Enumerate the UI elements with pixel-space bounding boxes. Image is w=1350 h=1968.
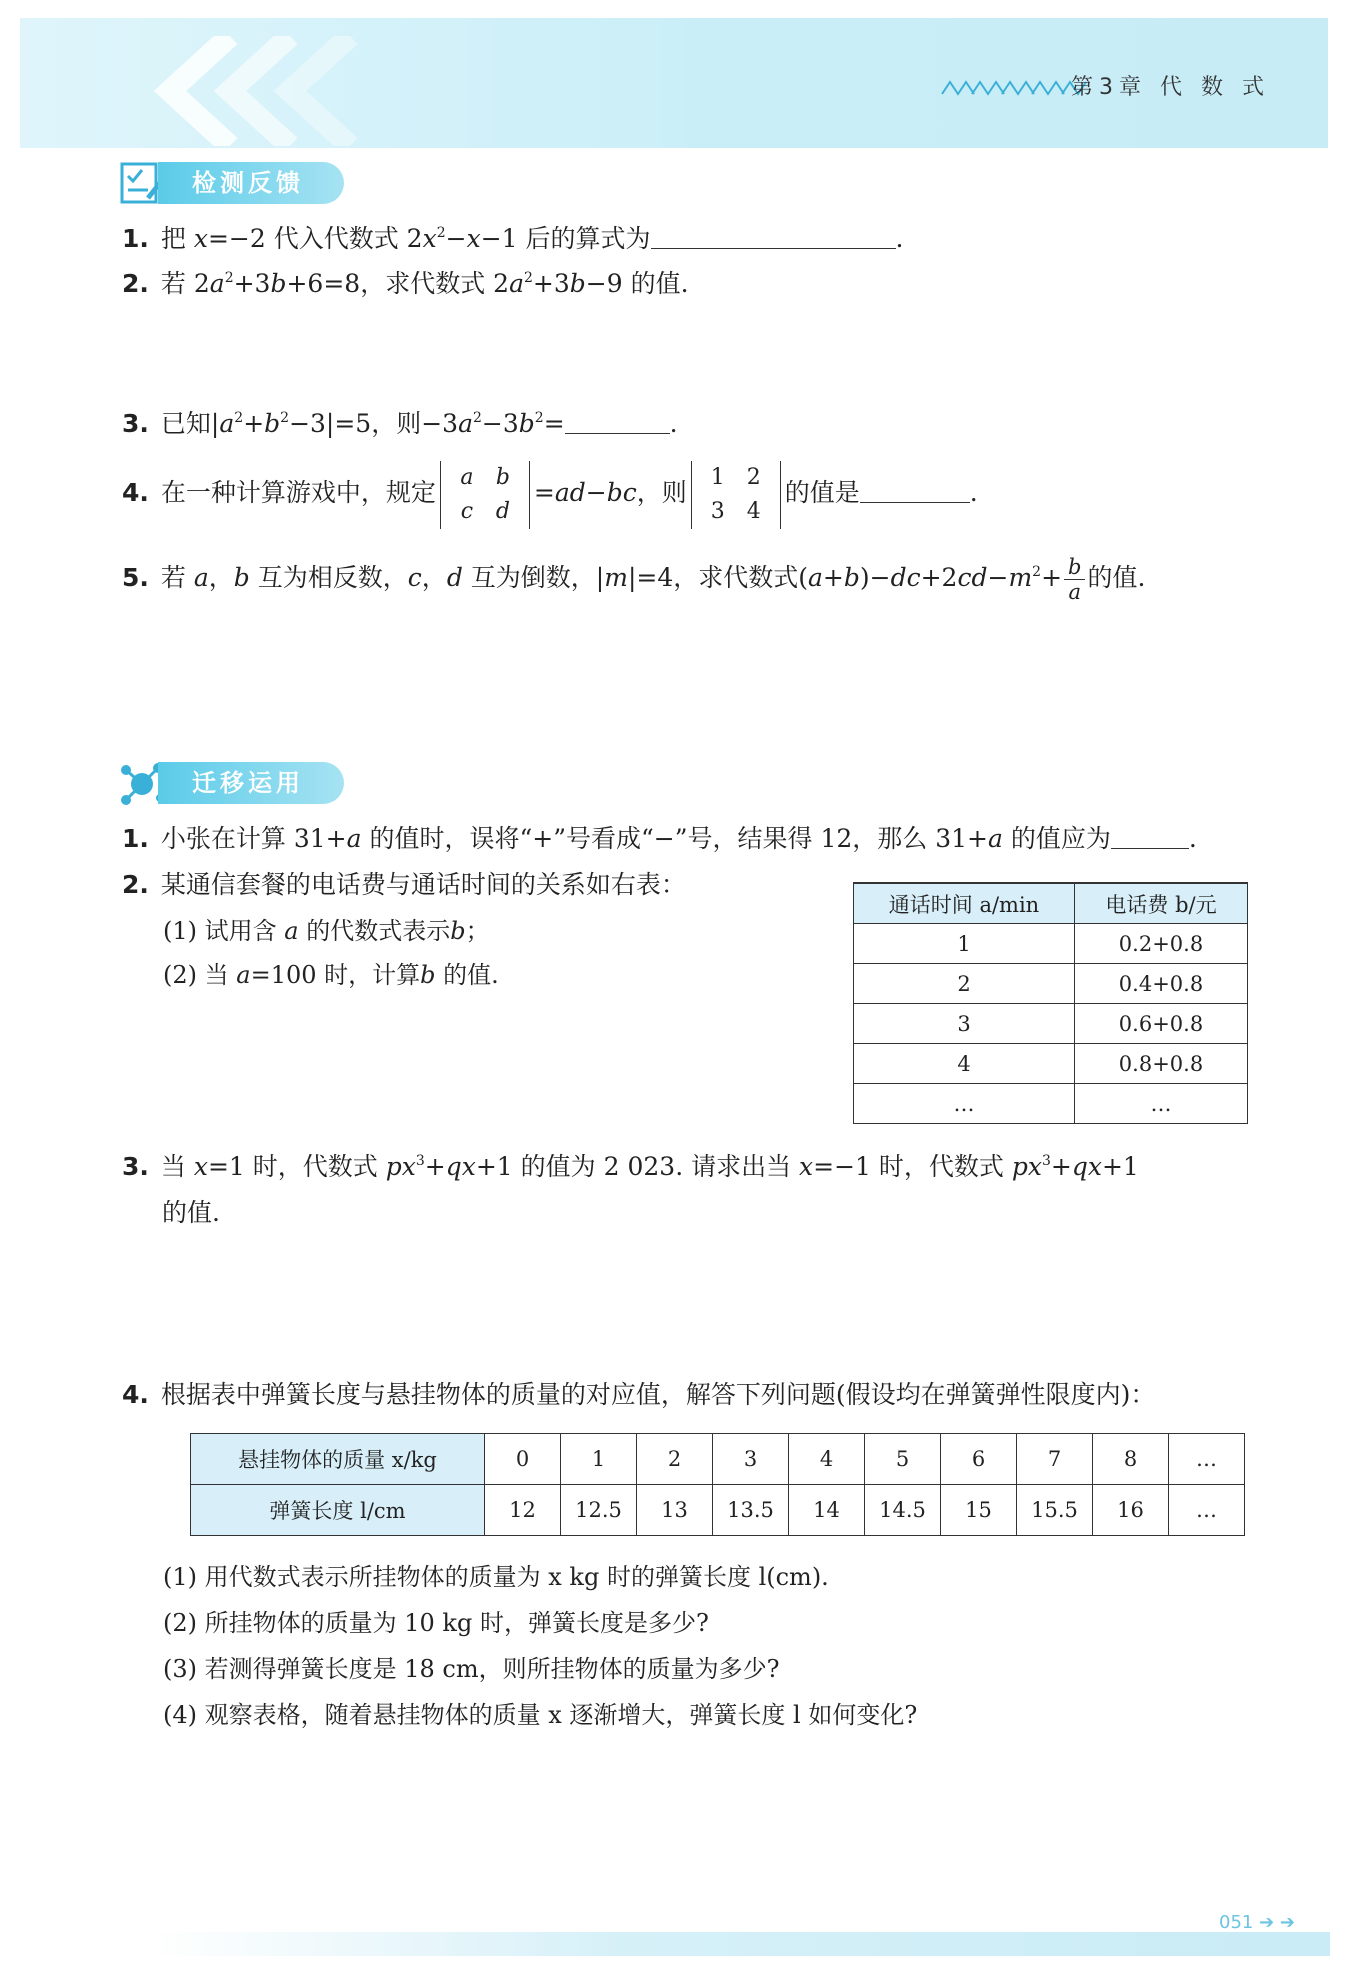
- question-2-4-sub3: (3) 若测得弹簧长度是 18 cm，则所挂物体的质量为多少?: [163, 1655, 780, 1683]
- question-1-5: 5. 若 a，b 互为相反数，c，d 互为倒数，|m|=4，求代数式$(a+b)-dc+2cd-m^2+$ $\frac{b}{a}$ 的值.: [122, 555, 1146, 604]
- question-1-3: 3. 已知$|a^2+b^2-3|=5$，则$-3a^2-3b^2=$ .: [122, 409, 678, 438]
- question-1-4: 4. 在一种计算游戏中，规定a b c d=ad−bc，则1 2 3 4的值是 .: [122, 455, 978, 531]
- section-title: 检测反馈: [158, 162, 344, 204]
- determinant-abcd: a b c d: [440, 461, 530, 529]
- arrow-icon: ➔ ➔: [1259, 1912, 1295, 1933]
- table-header: 通话时间 a/min: [854, 883, 1075, 924]
- answer-blank[interactable]: [860, 476, 970, 503]
- answer-blank[interactable]: [565, 407, 670, 434]
- question-2-4-sub4: (4) 观察表格，随着悬挂物体的质量 x 逐渐增大，弹簧长度 l 如何变化?: [163, 1701, 918, 1729]
- question-1-1: 1. 把 x=−2 代入代数式 $2x^2-x-1$ 后的算式为 .: [122, 224, 904, 253]
- question-2-4-sub2: (2) 所挂物体的质量为 10 kg 时，弹簧长度是多少?: [163, 1609, 709, 1637]
- question-1-2: 2. 若 $2a^2+3b+6=8$，求代数式 $2a^2+3b-9$ 的值.: [122, 269, 689, 298]
- answer-blank[interactable]: [1111, 822, 1189, 849]
- question-2-4-sub1: (1) 用代数式表示所挂物体的质量为 x kg 时的弹簧长度 l(cm).: [163, 1563, 829, 1591]
- triangle-decoration-icon: [940, 78, 1090, 98]
- table-row: 弹簧长度 l/cm 12 12.5 13 13.5 14 14.5 15 15.5 16 …: [191, 1485, 1245, 1536]
- question-2-2-sub2: (2) 当 a=100 时，计算b 的值.: [163, 961, 499, 989]
- question-2-3: 3. 当 x=1 时，代数式 $px^3+qx+1$ 的值为 2 023. 请求出当 x=−1 时，代数式 $px^3+qx+1$: [122, 1152, 1139, 1181]
- table-header: 电话费 b/元: [1075, 883, 1248, 924]
- table-row: 4 0.8+0.8: [854, 1044, 1248, 1084]
- question-2-1: 1. 小张在计算 31+a 的值时，误将“+”号看成“−”号，结果得 12，那么 31+a 的值应为 .: [122, 824, 1197, 853]
- table-header: 悬挂物体的质量 x/kg: [191, 1434, 485, 1485]
- question-2-3-line2: 的值.: [162, 1198, 220, 1227]
- chapter-title: 第3章 代 数 式: [1071, 75, 1270, 100]
- page-number: 051 ➔ ➔: [1219, 1912, 1295, 1933]
- question-2-2: 2. 某通信套餐的电话费与通话时间的关系如右表：: [122, 870, 686, 899]
- phone-fee-table: [853, 882, 1248, 1124]
- section-title: 迁移运用: [158, 762, 344, 804]
- question-2-4: 4. 根据表中弹簧长度与悬挂物体的质量的对应值，解答下列问题(假设均在弹簧弹性限度内)：: [122, 1380, 1156, 1409]
- spring-table: [190, 1433, 1245, 1536]
- table-header: 弹簧长度 l/cm: [191, 1485, 485, 1536]
- chevron-decoration-icon: [140, 36, 380, 146]
- question-2-2-sub1: (1) 试用含 a 的代数式表示b；: [163, 917, 490, 945]
- answer-blank[interactable]: [651, 222, 896, 249]
- table-row: 2 0.4+0.8: [854, 964, 1248, 1004]
- table-row: 悬挂物体的质量 x/kg 0 1 2 3 4 5 6 7 8 …: [191, 1434, 1245, 1485]
- footer-band: [150, 1932, 1330, 1956]
- table-row: 1 0.2+0.8: [854, 924, 1248, 964]
- table-row: 3 0.6+0.8: [854, 1004, 1248, 1044]
- table-row: … …: [854, 1084, 1248, 1124]
- determinant-1234: 1 2 3 4: [691, 461, 781, 529]
